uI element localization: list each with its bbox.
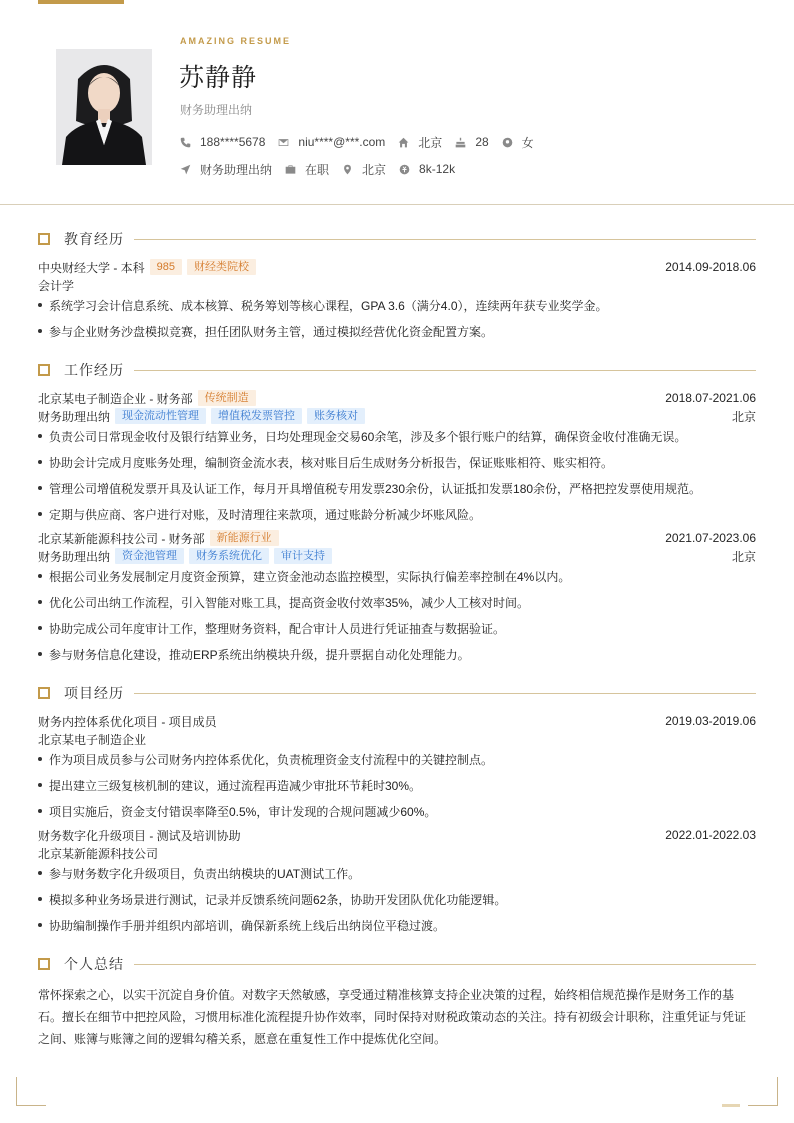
bullet-text: 参与财务数字化升级项目，负责出纳模块的UAT测试工作。 (49, 866, 361, 881)
job-city: 北京 (731, 409, 756, 424)
bullet-dot (38, 783, 42, 787)
education-major-row (38, 276, 756, 294)
list-item (38, 453, 756, 471)
bullet-dot (38, 923, 42, 927)
bullet-dot (38, 486, 42, 490)
list-item (38, 296, 756, 314)
major-name: 会计学 (38, 278, 75, 293)
list-item (38, 593, 756, 611)
gender-info (502, 134, 534, 150)
job-date: 2021.07-2023.06 (665, 531, 756, 545)
job-date: 2018.07-2021.06 (665, 391, 756, 405)
skill-tag: 现金流动性管理 (115, 408, 206, 424)
bullet-text: 提出建立三级复核机制的建议，通过流程再造减少审批环节耗时30%。 (49, 778, 422, 793)
resume-tagline: AMAZING RESUME (180, 36, 291, 46)
profile-photo (56, 49, 152, 165)
bullet-text: 协助完成公司年度审计工作，整理财务资料，配合审计人员进行凭证抽查与数据验证。 (49, 621, 506, 636)
section-divider (134, 239, 756, 240)
location-pin-icon (342, 164, 353, 175)
age-value: 28 (475, 135, 489, 149)
list-item (38, 890, 756, 908)
section-divider (134, 693, 756, 694)
bullet-dot (38, 600, 42, 604)
school-tag: 985 (150, 259, 182, 275)
school-name: 中央财经大学 - 本科 (38, 260, 145, 275)
mail-icon (278, 137, 289, 148)
phone-icon (180, 137, 191, 148)
email-info (278, 134, 385, 150)
bullet-dot (38, 329, 42, 333)
salary-icon (399, 164, 410, 175)
industry-tag: 传统制造 (198, 390, 256, 406)
list-item (38, 776, 756, 794)
bullet-dot (38, 871, 42, 875)
phone-info (180, 134, 265, 150)
list-item (38, 505, 756, 523)
school-tag: 财经类院校 (187, 259, 256, 275)
projects-section-header (38, 683, 756, 703)
section-marker-icon (38, 958, 50, 970)
bullet-text: 根据公司业务发展制定月度资金预算，建立资金池动态监控模型，实际执行偏差率控制在4%以内。 (49, 569, 571, 584)
candidate-role: 财务助理出纳 (180, 103, 253, 117)
summary-text (38, 984, 756, 1050)
summary-section-header (38, 954, 756, 974)
list-item (38, 864, 756, 882)
project-org-row (38, 844, 756, 862)
bullet-dot (38, 460, 42, 464)
job-company-row (38, 529, 756, 547)
summary-line: 之间、账簿与账簿之间的逻辑勾稽关系，愿意在重复性工作中提炼优化空间。 (38, 1032, 447, 1046)
cake-icon (455, 137, 466, 148)
resume-header (0, 0, 794, 205)
target-position-value: 财务助理出纳 (200, 162, 273, 177)
section-title: 项目经历 (64, 685, 124, 701)
target-city-value: 北京 (362, 162, 387, 177)
skill-tag: 审计支持 (274, 548, 332, 564)
section-marker-icon (38, 233, 50, 245)
profile-photo-illustration (56, 49, 152, 165)
skill-tag: 账务核对 (307, 408, 365, 424)
bullet-text: 优化公司出纳工作流程，引入智能对账工具，提高资金收付效率35%，减少人工核对时间。 (49, 595, 530, 610)
send-icon (180, 164, 191, 175)
job-company-row (38, 389, 756, 407)
section-title: 工作经历 (64, 362, 124, 378)
list-item (38, 322, 756, 340)
bullet-text: 项目实施后，资金支付错误率降至0.5%，审计发现的合规问题减少60%。 (49, 804, 437, 819)
section-divider (134, 370, 756, 371)
list-item (38, 645, 756, 663)
project-name: 财务内控体系优化项目 - 项目成员 (38, 714, 217, 729)
age-info (455, 134, 488, 150)
list-item (38, 916, 756, 934)
project-date: 2022.01-2022.03 (665, 828, 756, 842)
list-item (38, 567, 756, 585)
corner-ornament-right (748, 1077, 778, 1106)
project-date: 2019.03-2019.06 (665, 714, 756, 728)
phone-number: 188****5678 (200, 135, 266, 149)
education-date: 2014.09-2018.06 (665, 260, 756, 274)
company-name: 北京某电子制造企业 - 财务部 (38, 391, 193, 406)
project-org: 北京某新能源科技公司 (38, 846, 159, 861)
skill-tag: 增值税发票管控 (211, 408, 302, 424)
job-intent-row (180, 161, 468, 177)
bullet-dot (38, 303, 42, 307)
section-marker-icon (38, 687, 50, 699)
list-item (38, 619, 756, 637)
list-item (38, 802, 756, 820)
employment-status-value: 在职 (305, 162, 330, 177)
target-city-info (342, 161, 386, 177)
hometown-value: 北京 (418, 135, 443, 150)
education-section-header (38, 229, 756, 249)
project-name: 财务数字化升级项目 - 测试及培训协助 (38, 828, 241, 843)
list-item (38, 479, 756, 497)
list-item (38, 427, 756, 445)
bullet-text: 协助编制操作手册并组织内部培训，确保新系统上线后出纳岗位平稳过渡。 (49, 918, 446, 933)
expected-salary-info (399, 161, 455, 177)
bullet-dot (38, 512, 42, 516)
job-position-row (38, 407, 756, 425)
bullet-dot (38, 574, 42, 578)
company-name: 北京某新能源科技公司 - 财务部 (38, 531, 205, 546)
bullet-text: 参与财务信息化建设，推动ERP系统出纳模块升级，提升票据自动化处理能力。 (49, 647, 470, 662)
work-section-header (38, 360, 756, 380)
bullet-dot (38, 626, 42, 630)
summary-line: 常怀探索之心，以实干沉淀自身价值。对数字天然敏感，享受通过精准核算支持企业决策的过程，始终相信规范操作是财务工作的基 (38, 988, 735, 1002)
gender-value: 女 (521, 135, 534, 150)
section-marker-icon (38, 364, 50, 376)
job-city: 北京 (731, 549, 756, 564)
bullet-text: 管理公司增值税发票开具及认证工作，每月开具增值税专用发票230余份，认证抵扣发票180余份，严格把控发票使用规范。 (49, 481, 702, 496)
bullet-dot (38, 809, 42, 813)
project-org: 北京某电子制造企业 (38, 732, 147, 747)
skill-tag: 财务系统优化 (189, 548, 269, 564)
bullet-dot (38, 897, 42, 901)
summary-line: 石。擅长在细节中把控风险，习惯用标准化流程提升协作效率，同时保持对财税政策动态的关注。持有初级会计职称，注重凭证与凭证 (38, 1010, 747, 1024)
job-position: 财务助理出纳 (38, 409, 111, 424)
project-org-row (38, 730, 756, 748)
bullet-text: 协助会计完成月度账务处理，编制资金流水表，核对账目后生成财务分析报告，保证账账相符、账实相符。 (49, 455, 614, 470)
project-name-row (38, 712, 756, 730)
bullet-text: 负责公司日常现金收付及银行结算业务，日均处理现金交易60余笔，涉及多个银行账户的结算，确保资金收付准确无误。 (49, 429, 687, 444)
project-name-row (38, 826, 756, 844)
candidate-name: 苏静静 (179, 64, 258, 92)
contact-info-row (180, 134, 547, 150)
footer-accent-mark (722, 1104, 740, 1107)
list-item (38, 750, 756, 768)
bullet-dot (38, 652, 42, 656)
education-school-row (38, 258, 756, 276)
section-title: 教育经历 (64, 231, 124, 247)
gender-icon (502, 137, 513, 148)
hometown-info (398, 134, 442, 150)
expected-salary-value: 8k-12k (419, 162, 456, 176)
bullet-dot (38, 757, 42, 761)
target-position-info (180, 161, 272, 177)
skill-tag: 资金池管理 (115, 548, 184, 564)
email-address: niu****@***.com (298, 135, 386, 149)
section-title: 个人总结 (64, 956, 124, 972)
home-icon (398, 137, 409, 148)
job-position-row (38, 547, 756, 565)
bullet-text: 定期与供应商、客户进行对账，及时清理往来款项，通过账龄分析减少坏账风险。 (49, 507, 482, 522)
bullet-dot (38, 434, 42, 438)
bullet-text: 参与企业财务沙盘模拟竞赛，担任团队财务主管，通过模拟经营优化资金配置方案。 (49, 324, 494, 339)
corner-ornament-left (16, 1077, 46, 1106)
employment-status-info (285, 161, 329, 177)
bullet-text: 作为项目成员参与公司财务内控体系优化，负责梳理资金支付流程中的关键控制点。 (49, 752, 494, 767)
section-divider (134, 964, 756, 965)
bullet-text: 系统学习会计信息系统、成本核算、税务筹划等核心课程，GPA 3.6（满分4.0），连续两年获专业奖学金。 (49, 298, 608, 313)
job-position: 财务助理出纳 (38, 549, 111, 564)
bullet-text: 模拟多种业务场景进行测试，记录并反馈系统问题62条，协助开发团队优化功能逻辑。 (49, 892, 507, 907)
briefcase-icon (285, 164, 296, 175)
industry-tag: 新能源行业 (210, 530, 279, 546)
